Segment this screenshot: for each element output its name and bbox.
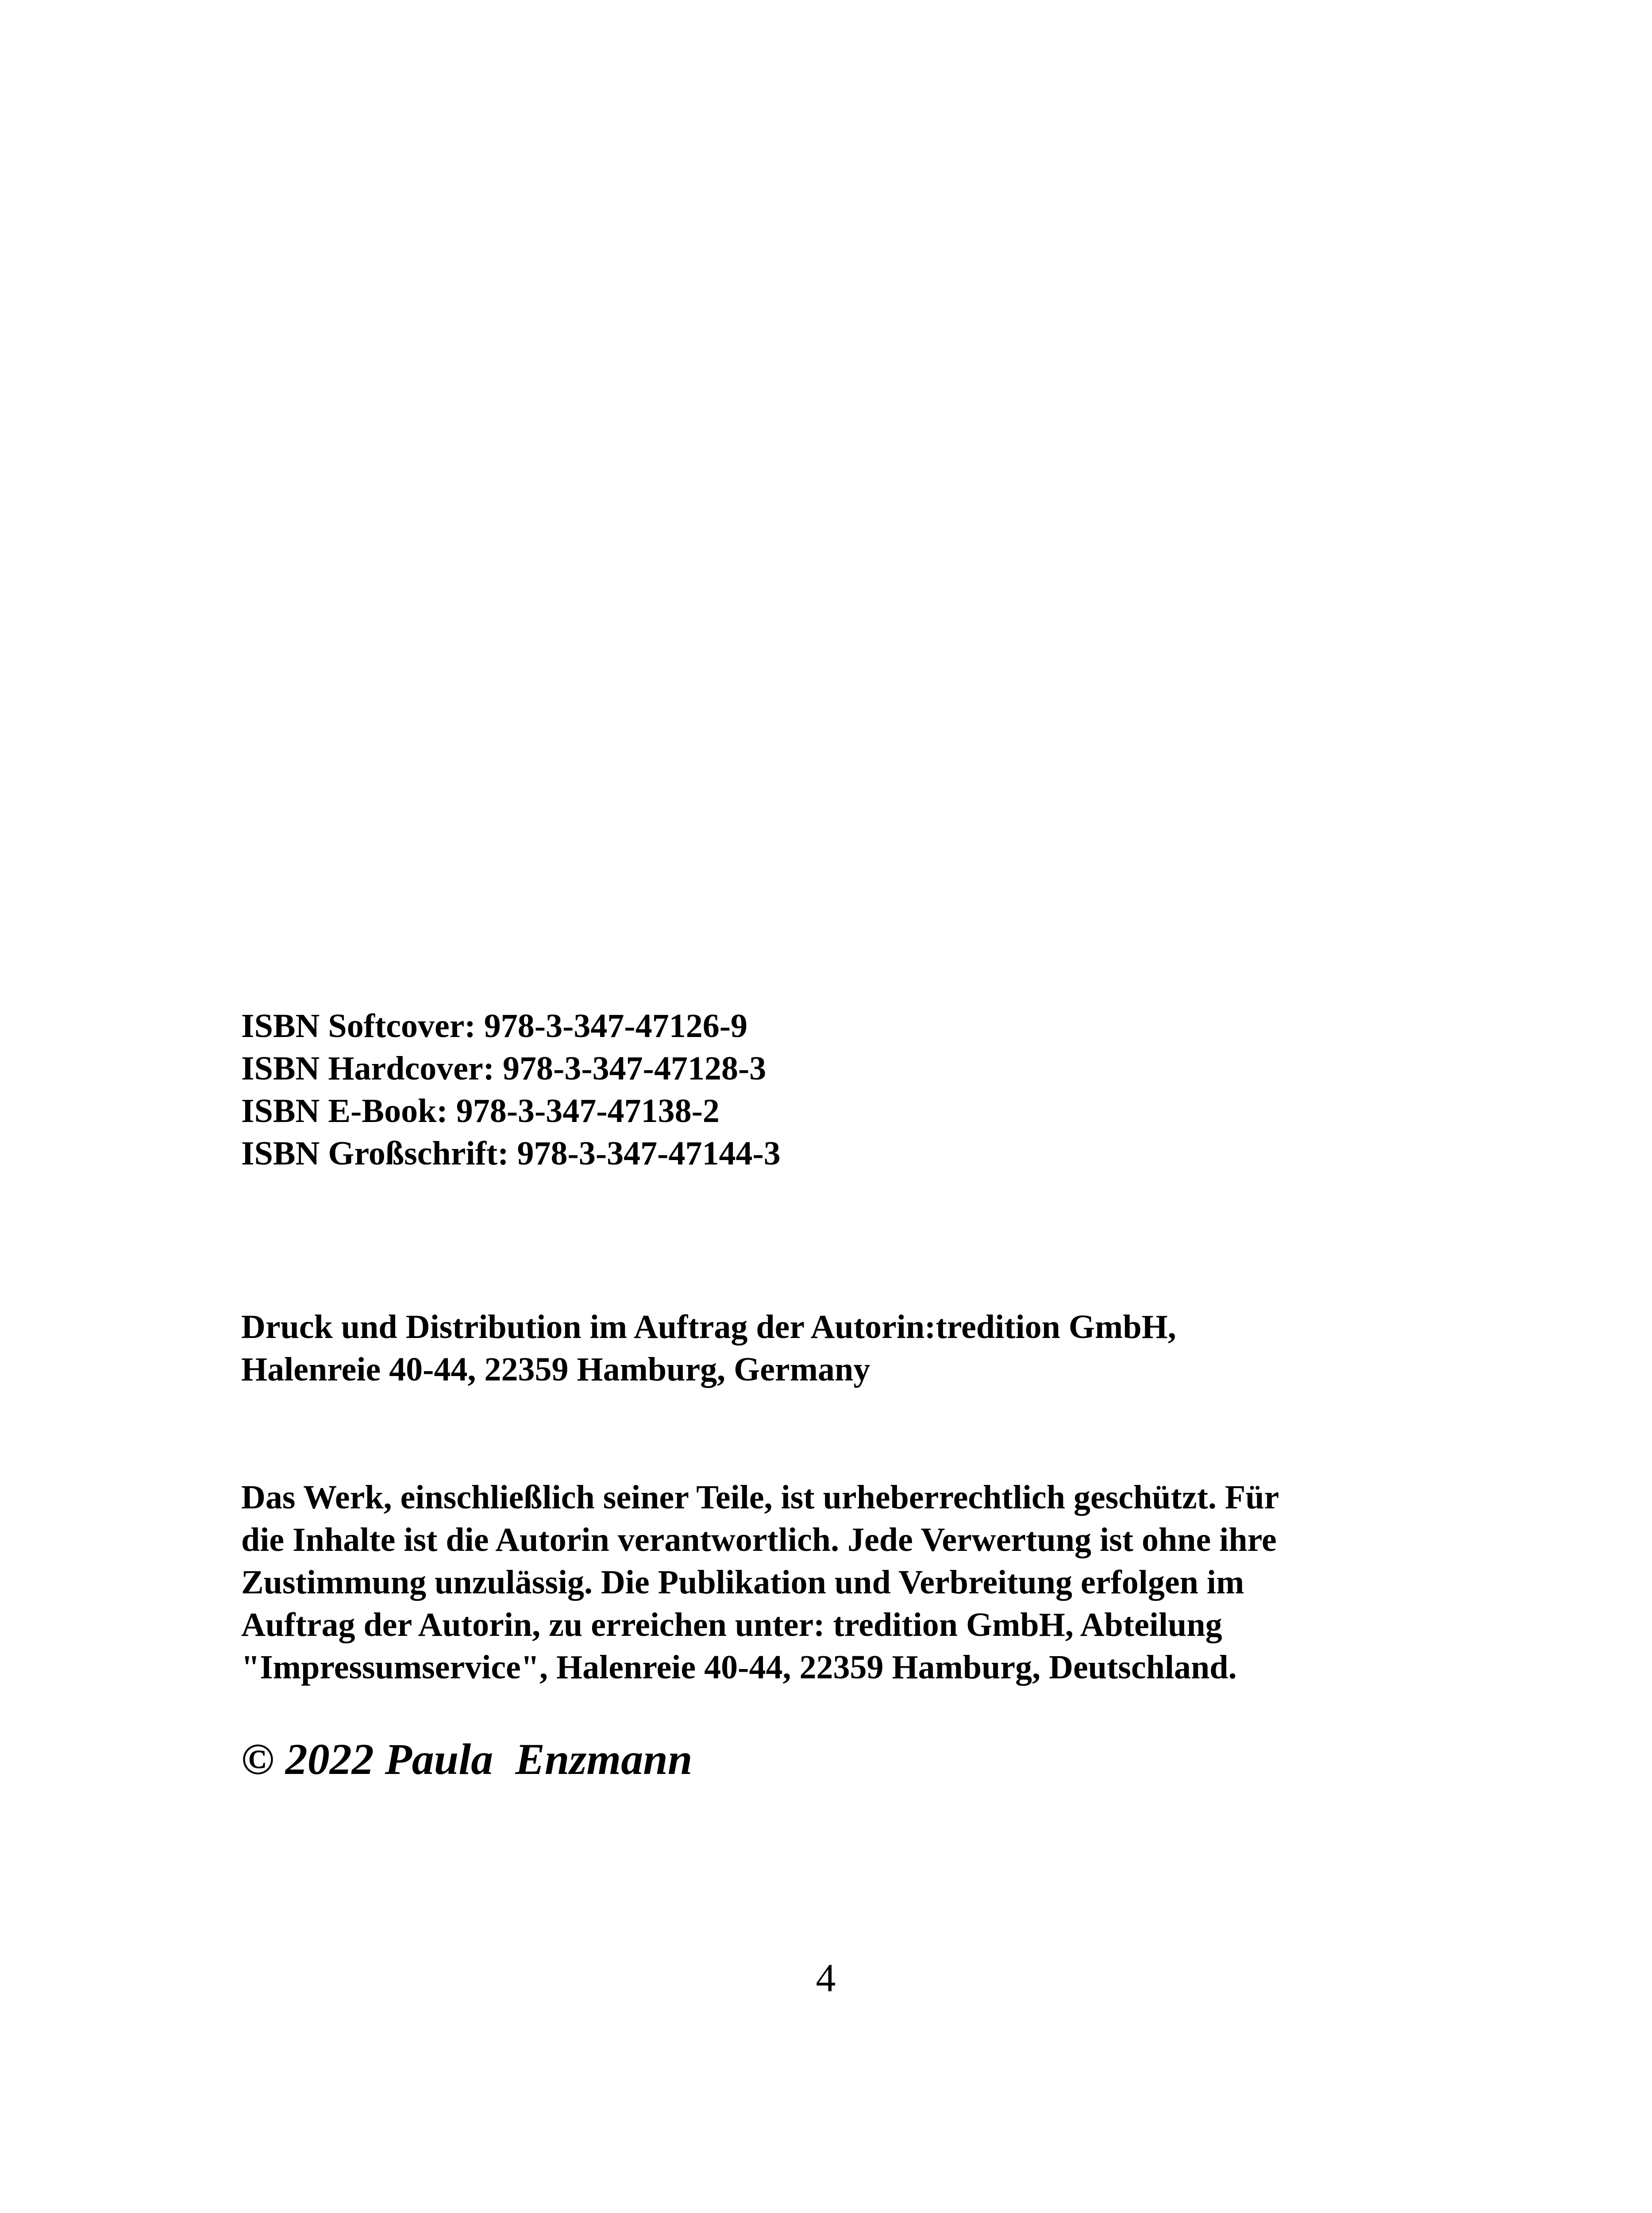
legal-line: Zustimmung unzulässig. Die Publikation und Verbreitung erfolgen im — [241, 1564, 1244, 1601]
isbn-hardcover: ISBN Hardcover: 978-3-347-47128-3 — [241, 1050, 766, 1087]
legal-line: Das Werk, einschließlich seiner Teile, ist urheberrechtlich geschützt. Für — [241, 1479, 1279, 1516]
isbn-softcover: ISBN Softcover: 978-3-347-47126-9 — [241, 1007, 748, 1045]
legal-line: Auftrag der Autorin, zu erreichen unter: tredition GmbH, Abteilung — [241, 1606, 1222, 1643]
legal-line: "Impressumservice", Halenreie 40-44, 22359 Hamburg, Deutschland. — [241, 1649, 1237, 1686]
isbn-large-print: ISBN Großschrift: 978-3-347-47144-3 — [241, 1135, 781, 1172]
copyright-line: © 2022 Paula Enzmann — [241, 1735, 693, 1784]
copyright-notice-block — [241, 1476, 1279, 1689]
isbn-ebook: ISBN E-Book: 978-3-347-47138-2 — [241, 1092, 720, 1130]
isbn-block — [241, 1005, 781, 1175]
distribution-block — [241, 1306, 1176, 1391]
legal-line: die Inhalte ist die Autorin verantwortlich. Jede Verwertung ist ohne ihre — [241, 1521, 1277, 1558]
distribution-line: Druck und Distribution im Auftrag der Autorin:tredition GmbH, — [241, 1308, 1176, 1346]
page-number: 4 — [816, 1956, 836, 2000]
distribution-line: Halenreie 40-44, 22359 Hamburg, Germany — [241, 1351, 870, 1388]
